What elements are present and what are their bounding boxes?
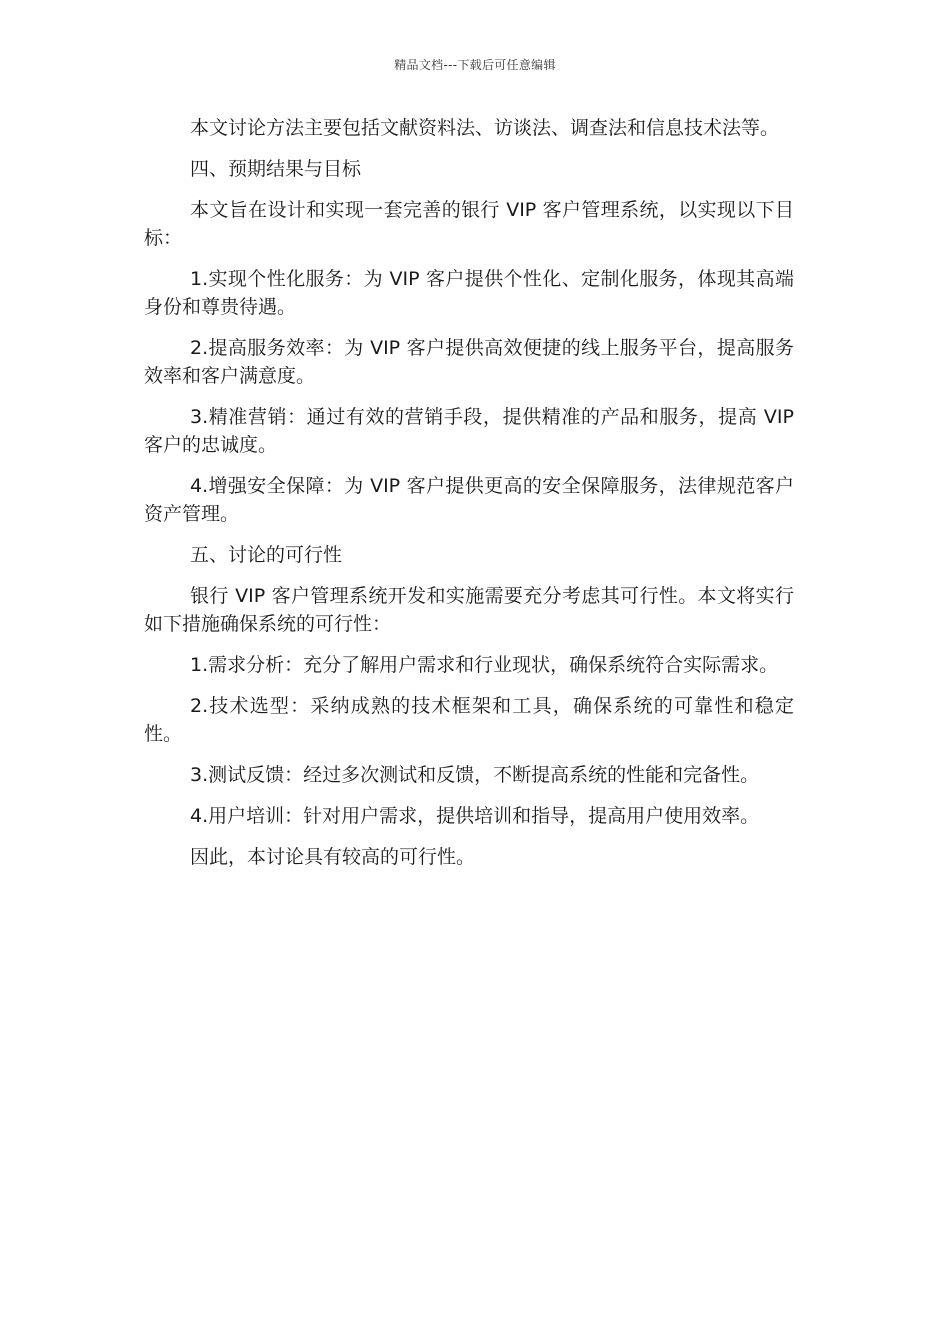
list-item-measure-2: 2.技术选型：采纳成熟的技术框架和工具，确保系统的可靠性和稳定性。 (144, 695, 794, 745)
list-item-goal-1: 1.实现个性化服务：为 VIP 客户提供个性化、定制化服务，体现其高端身份和尊贵待遇。 (144, 268, 794, 318)
section-heading-expected-results: 四、预期结果与目标 (190, 158, 362, 180)
list-item-goal-3: 3.精准营销：通过有效的营销手段，提供精准的产品和服务，提高 VIP 客户的忠诚度。 (144, 406, 794, 456)
list-item-measure-3: 3.测试反馈：经过多次测试和反馈，不断提高系统的性能和完备性。 (190, 764, 760, 786)
section-heading-feasibility: 五、讨论的可行性 (190, 544, 343, 566)
paragraph-goals-intro: 本文旨在设计和实现一套完善的银行 VIP 客户管理系统，以实现以下目标： (144, 199, 794, 249)
page-header: 精品文档---下载后可任意编辑 (394, 58, 556, 72)
list-item-measure-4: 4.用户培训：针对用户需求，提供培训和指导，提高用户使用效率。 (190, 805, 760, 827)
paragraph-conclusion: 因此，本讨论具有较高的可行性。 (190, 846, 476, 868)
list-item-goal-4: 4.增强安全保障：为 VIP 客户提供更高的安全保障服务，法律规范客户资产管理。 (144, 475, 794, 525)
list-item-goal-2: 2.提高服务效率：为 VIP 客户提供高效便捷的线上服务平台，提高服务效率和客户满意度。 (144, 337, 794, 387)
paragraph-feasibility-intro: 银行 VIP 客户管理系统开发和实施需要充分考虑其可行性。本文将实行如下措施确保系统的可行性： (144, 585, 794, 635)
list-item-measure-1: 1.需求分析：充分了解用户需求和行业现状，确保系统符合实际需求。 (190, 654, 779, 676)
document-body (144, 114, 794, 884)
paragraph-methods: 本文讨论方法主要包括文献资料法、访谈法、调查法和信息技术法等。 (190, 117, 780, 139)
